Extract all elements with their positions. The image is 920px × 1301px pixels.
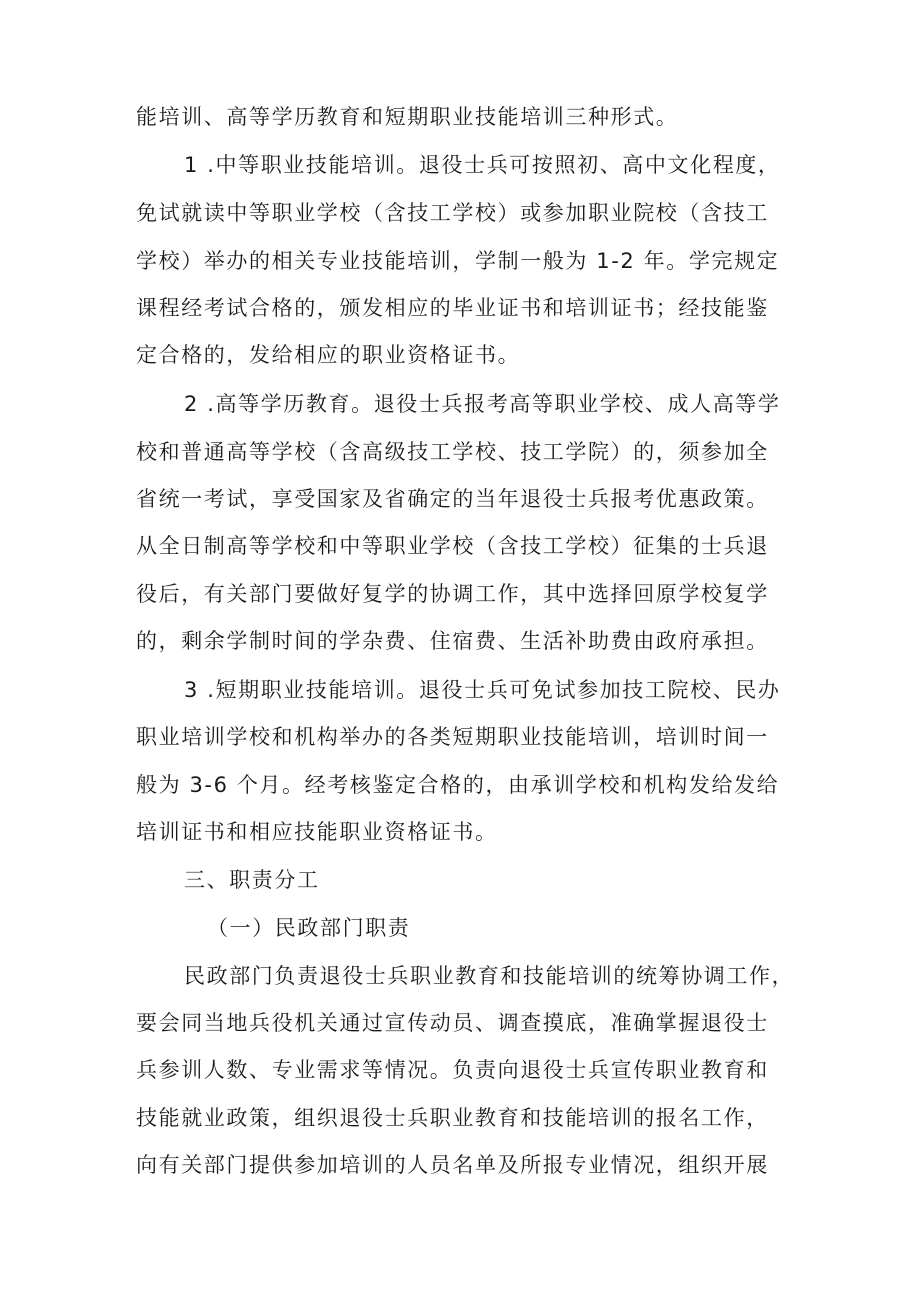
text-line: 役后，有关部门要做好复学的协调工作，其中选择回原学校复学: [136, 582, 769, 606]
text-line: 免试就读中等职业学校（含技工学校）或参加职业院校（含技工: [136, 201, 769, 225]
text-line: 学校）举办的相关专业技能培训，学制一般为 1-2 年。学完规定: [136, 249, 780, 273]
text-line: 定合格的，发给相应的职业资格证书。: [136, 343, 521, 367]
text-line: 2 .高等学历教育。退役士兵报考高等职业学校、成人高等学: [184, 392, 781, 416]
text-line: 省统一考试，享受国家及省确定的当年退役士兵报考优惠政策。: [136, 487, 769, 511]
text-line: 校和普通高等学校（含高级技工学校、技工学院）的，须参加全: [136, 440, 769, 464]
text-line: 要会同当地兵役机关通过宣传动员、调查摸底，准确掌握退役士: [136, 1011, 769, 1035]
text-line: 1 .中等职业技能培训。退役士兵可按照初、高中文化程度，: [184, 153, 781, 177]
text-line: 从全日制高等学校和中等职业学校（含技工学校）征集的士兵退: [136, 534, 769, 558]
text-line: 3 .短期职业技能培训。退役士兵可免试参加技工院校、民办: [184, 678, 781, 702]
text-line: 般为 3-6 个月。经考核鉴定合格的，由承训学校和机构发给发给: [136, 773, 780, 797]
text-line: 能培训、高等学历教育和短期职业技能培训三种形式。: [136, 105, 679, 129]
text-line: 的，剩余学制时间的学杂费、住宿费、生活补助费由政府承担。: [136, 629, 769, 653]
section-heading: 三、职责分工: [184, 868, 320, 892]
text-line: 兵参训人数、专业需求等情况。负责向退役士兵宣传职业教育和: [136, 1058, 769, 1082]
text-line: 课程经考试合格的，颁发相应的毕业证书和培训证书；经技能鉴: [136, 296, 769, 320]
text-line: 技能就业政策，组织退役士兵职业教育和技能培训的报名工作，: [136, 1106, 769, 1130]
text-line: 民政部门负责退役士兵职业教育和技能培训的统筹协调工作，: [184, 964, 795, 988]
text-line: 培训证书和相应技能职业资格证书。: [136, 820, 498, 844]
text-line: 向有关部门提供参加培训的人员名单及所报专业情况，组织开展: [136, 1153, 769, 1177]
text-line: 职业培训学校和机构举办的各类短期职业技能培训，培训时间一: [136, 725, 769, 749]
subsection-heading: （一）民政部门职责: [207, 916, 411, 940]
